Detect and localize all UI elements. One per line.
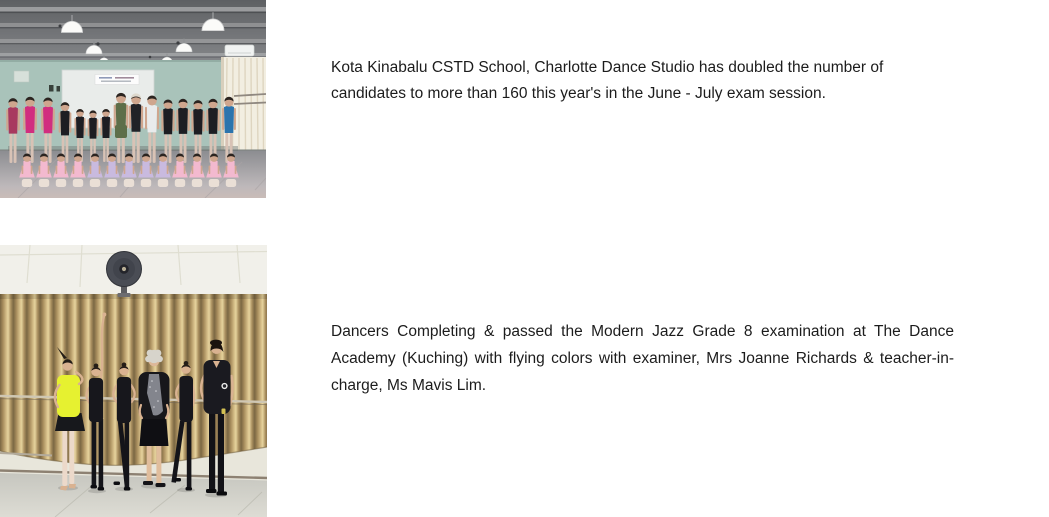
- waist-tag: [222, 409, 226, 415]
- caption-bottom-line-3: charge, Ms Mavis Lim.: [331, 377, 487, 394]
- air-conditioner: [225, 45, 254, 56]
- wall-frame: [49, 85, 54, 92]
- caption-top-line-2: candidates to more than 160 this year's in the June - July exam session.: [331, 85, 826, 102]
- wall-frame: [57, 86, 61, 92]
- studio-group-photo: [0, 0, 266, 198]
- caption-bottom-line-2: Academy (Kuching) with flying colors with examiner, Mrs Joanne Richards & teacher-in-: [331, 350, 954, 367]
- wall-window: [14, 71, 29, 82]
- jazz-photo-illustration: [0, 245, 267, 517]
- caption-top: [331, 55, 883, 107]
- examiner-grey-hair: [145, 350, 163, 364]
- wall-banner: [95, 75, 139, 85]
- studio-photo-illustration: [0, 0, 266, 198]
- jazz-exam-photo: [0, 245, 267, 517]
- caption-bottom-line-1: Dancers Completing & passed the Modern Jazz Grade 8 examination at The Dance: [331, 323, 954, 340]
- caption-top-line-1: Kota Kinabalu CSTD School, Charlotte Dance Studio has doubled the number of: [331, 59, 884, 76]
- caption-bottom: [331, 318, 954, 399]
